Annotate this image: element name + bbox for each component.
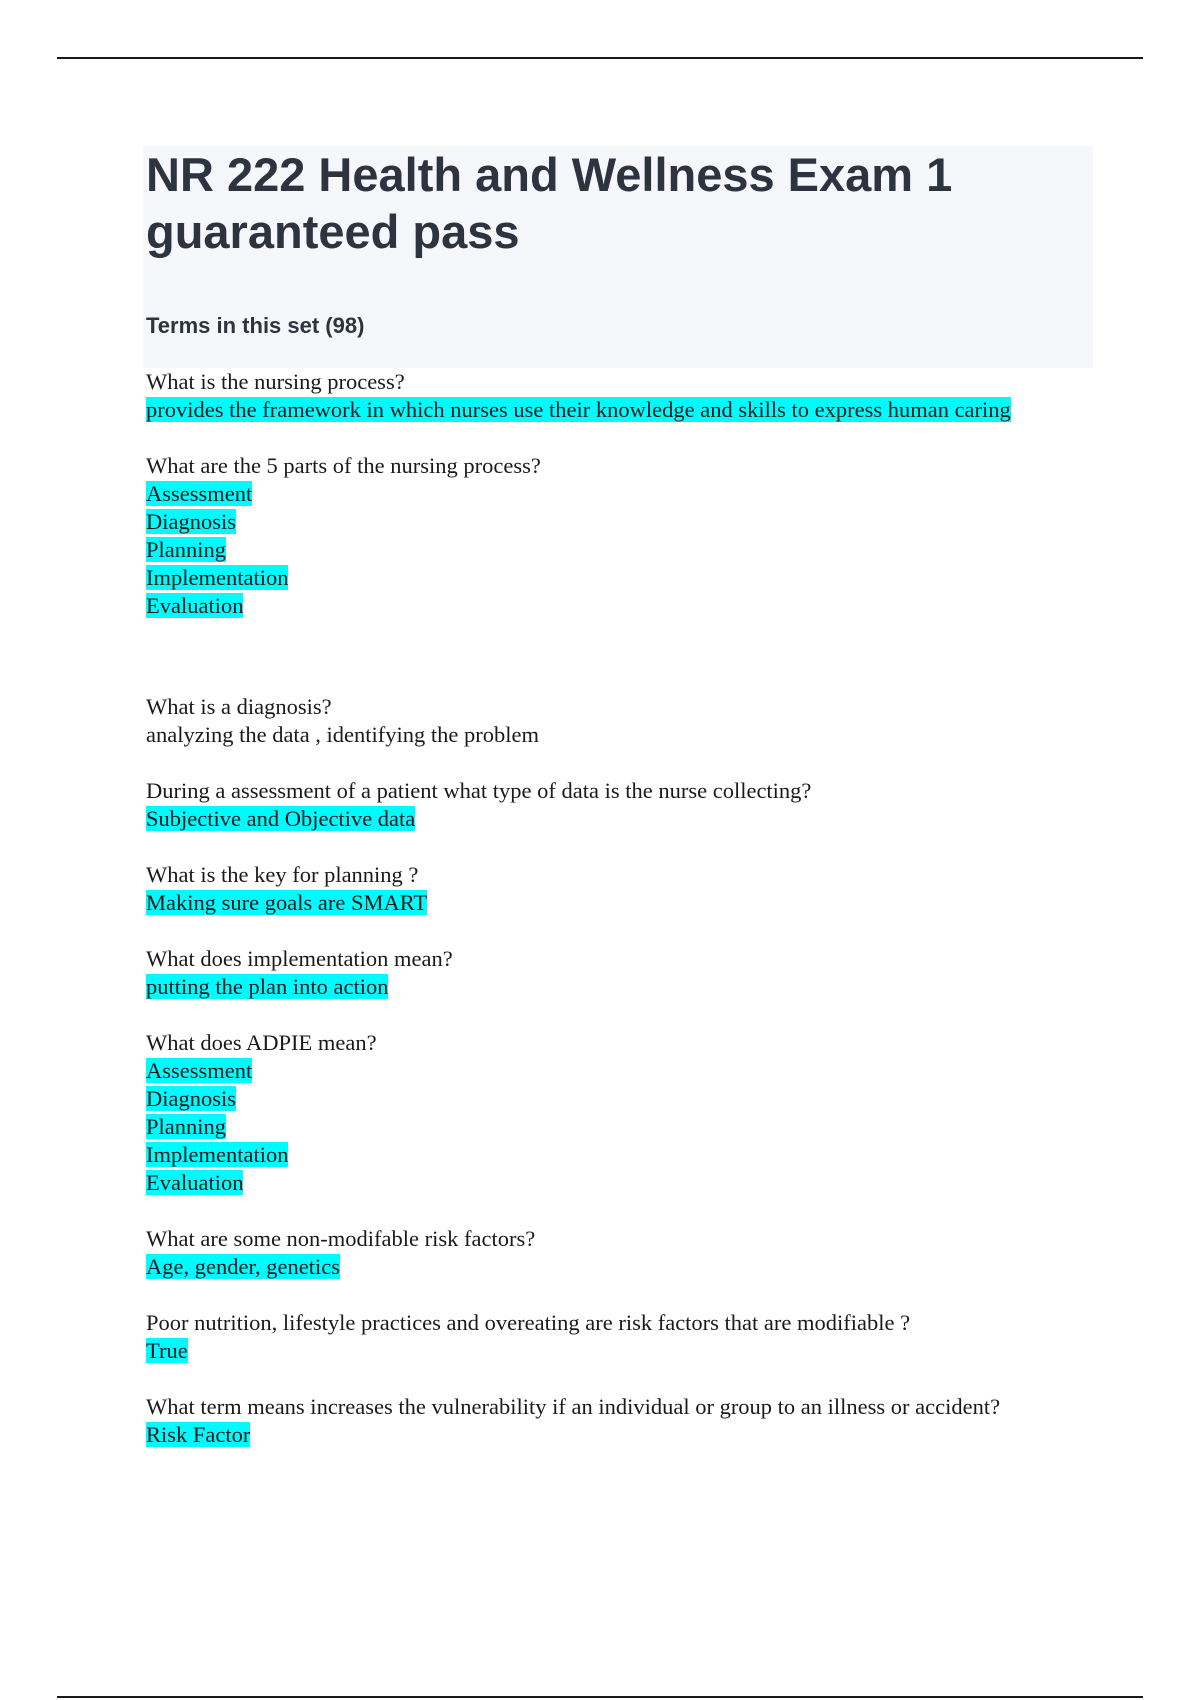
list-item <box>146 693 1106 749</box>
list-item <box>146 777 1106 833</box>
question-text: What term means increases the vulnerability if an individual or group to an illness or accident? <box>146 1394 1001 1419</box>
answer-text: Assessment <box>146 481 253 506</box>
answer-text: Diagnosis <box>146 1086 236 1111</box>
question-text: During a assessment of a patient what type of data is the nurse collecting? <box>146 778 812 803</box>
answer-text: Assessment <box>146 1058 253 1083</box>
bottom-rule <box>57 1696 1143 1698</box>
answer-text: Evaluation <box>146 1170 244 1195</box>
answer-text: Subjective and Objective data <box>146 806 416 831</box>
question-text: Poor nutrition, lifestyle practices and overeating are risk factors that are modifiable ? <box>146 1310 911 1335</box>
list-item <box>146 452 1106 620</box>
answer-text: Planning <box>146 537 227 562</box>
top-rule <box>57 57 1143 59</box>
answer-text: Making sure goals are SMART <box>146 890 428 915</box>
answer-text: analyzing the data , identifying the problem <box>146 722 540 747</box>
question-text: What are some non-modifable risk factors? <box>146 1226 536 1251</box>
list-item <box>146 861 1106 917</box>
question-text: What does implementation mean? <box>146 946 453 971</box>
question-text: What is the key for planning ? <box>146 862 419 887</box>
answer-text: True <box>146 1338 188 1363</box>
answer-text: Planning <box>146 1114 227 1139</box>
qa-list <box>146 368 1106 1449</box>
question-text: What is a diagnosis? <box>146 694 332 719</box>
answer-text: Implementation <box>146 565 289 590</box>
answer-text: Evaluation <box>146 593 244 618</box>
question-text: What is the nursing process? <box>146 369 405 394</box>
question-text: What does ADPIE mean? <box>146 1030 377 1055</box>
list-item <box>146 1225 1106 1281</box>
answer-text: putting the plan into action <box>146 974 389 999</box>
answer-text: Age, gender, genetics <box>146 1254 341 1279</box>
answer-text: Implementation <box>146 1142 289 1167</box>
list-item <box>146 1309 1106 1365</box>
document-title: NR 222 Health and Wellness Exam 1 guaranteed pass <box>146 148 953 258</box>
terms-count: Terms in this set (98) <box>146 313 365 338</box>
list-item <box>146 1029 1106 1197</box>
question-text: What are the 5 parts of the nursing process? <box>146 453 541 478</box>
list-item <box>146 945 1106 1001</box>
answer-text: Risk Factor <box>146 1422 251 1447</box>
list-item <box>146 368 1106 424</box>
list-item <box>146 1393 1106 1449</box>
answer-text: provides the framework in which nurses use their knowledge and skills to express human caring <box>146 397 1011 422</box>
answer-text: Diagnosis <box>146 509 236 534</box>
